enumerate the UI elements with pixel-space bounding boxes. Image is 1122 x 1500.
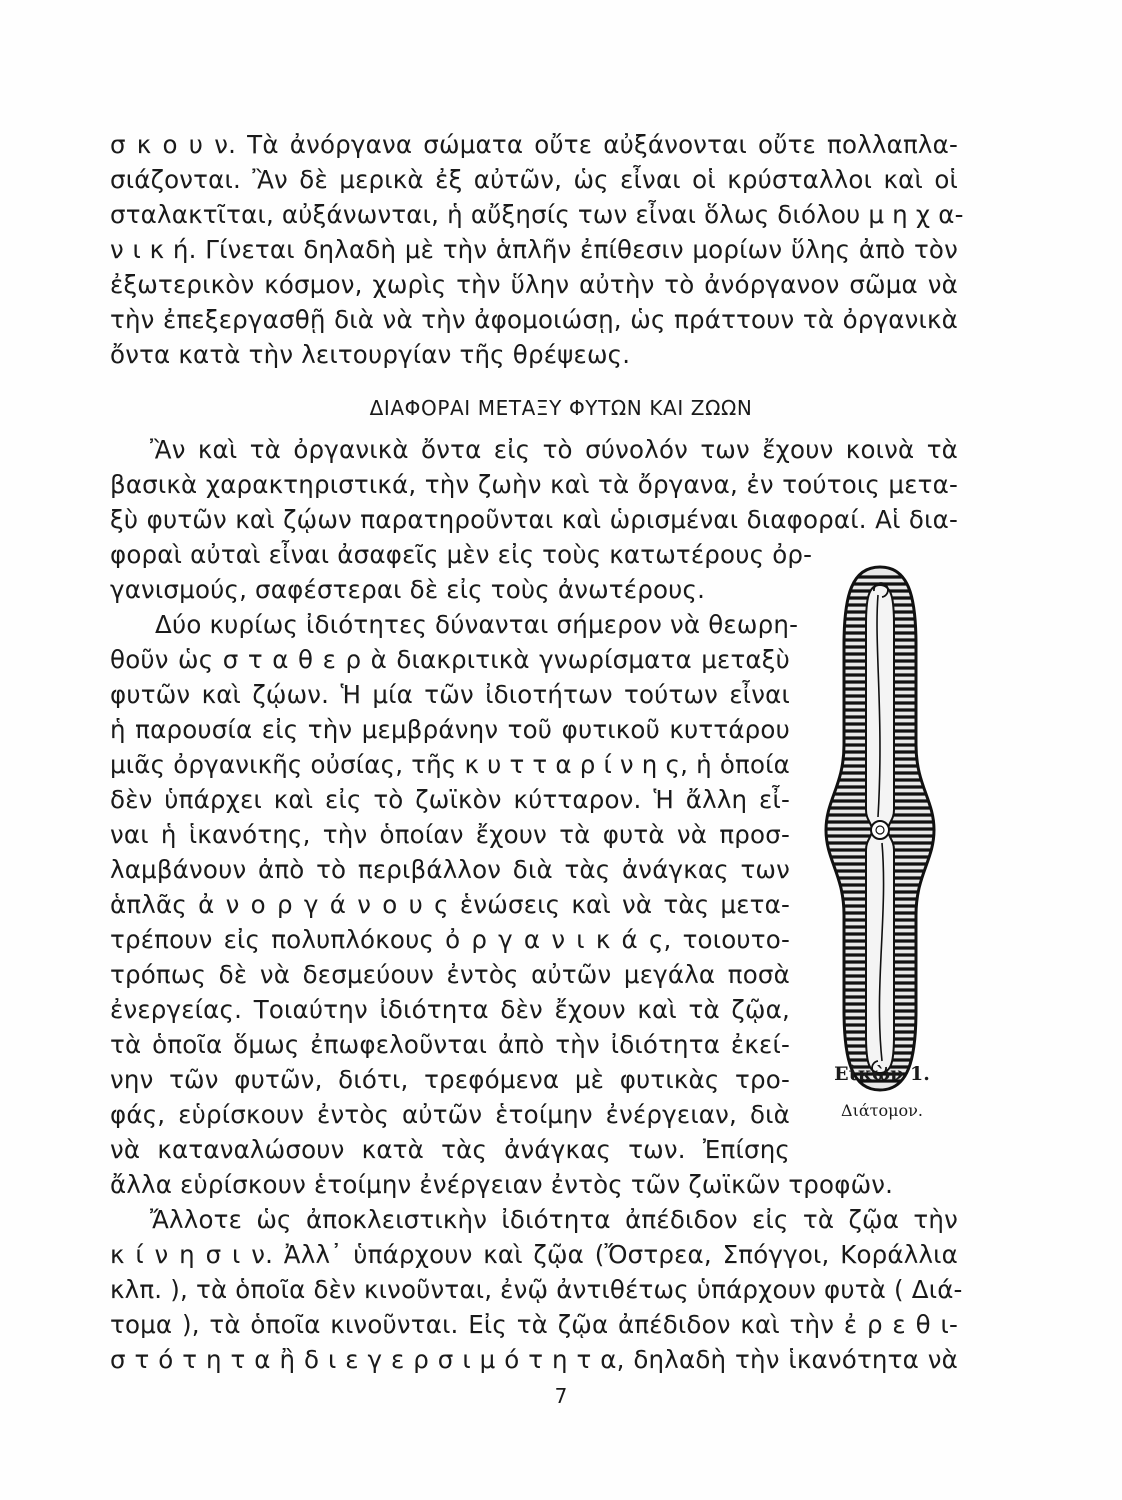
text-line: φοραὶ αὐταὶ εἶναι ἀσαφεῖς μὲν εἰς τοὺς κατωτέρους ὀρ- [110, 540, 813, 569]
text-line: φυτῶν καὶ ζῴων. Ἡ μία τῶν ἰδιοτήτων τούτων εἶναι [110, 680, 790, 709]
text-line: ἐνεργείας. Τοιαύτην ἰδιότητα δὲν ἔχουν καὶ τὰ ζῷα, [110, 995, 790, 1024]
figure-caption: Διάτομον. [841, 1101, 923, 1120]
text-line: τὴν ἐπεξεργασθῇ διὰ νὰ τὴν ἀφομοιώσῃ, ὡς πράττουν τὰ ὀργανικὰ [110, 305, 958, 334]
text-line: Ἄλλοτε ὡς ἀποκλειστικὴν ἰδιότητα ἀπέδιδον εἰς τὰ ζῷα τὴν [150, 1205, 958, 1234]
text-line: λαμβάνουν ἀπὸ τὸ περιβάλλον διὰ τὰς ἀνάγκας των [110, 855, 790, 884]
text-line: νην τῶν φυτῶν, διότι, τρεφόμενα μὲ φυτικὰς τρο- [110, 1065, 790, 1094]
text-line: ξὺ φυτῶν καὶ ζῴων παρατηροῦνται καὶ ὡρισμέναι διαφοραί. Αἱ δια- [110, 505, 958, 534]
page-number: 7 [554, 1384, 568, 1408]
text-line: Ἂν καὶ τὰ ὀργανικὰ ὄντα εἰς τὸ σύνολόν των ἔχουν κοινὰ τὰ [150, 435, 958, 464]
text-line: ἡ παρουσία εἰς τὴν μεμβράνην τοῦ φυτικοῦ κυττάρου [110, 715, 790, 744]
figure-title: Εἰκὼν 1. [834, 1063, 930, 1085]
text-line: μιᾶς ὀργανικῆς οὐσίας, τῆς κ υ τ τ α ρ ί ν η ς, ἡ ὁποία [110, 750, 790, 779]
text-line: σιάζονται. Ἂν δὲ μερικὰ ἐξ αὐτῶν, ὡς εἶναι οἱ κρύσταλλοι καὶ οἱ [110, 165, 958, 194]
text-line: γανισμούς, σαφέστεραι δὲ εἰς τοὺς ἀνωτέρους. [110, 575, 706, 604]
text-line: Δύο κυρίως ἰδιότητες δύνανται σήμερον νὰ θεωρη- [155, 610, 799, 639]
section-heading: ΔΙΑΦΟΡΑΙ ΜΕΤΑΞΥ ΦΥΤΩΝ ΚΑΙ ΖΩΩΝ [369, 396, 753, 420]
text-line: τομα ), τὰ ὁποῖα κινοῦνται. Εἰς τὰ ζῷα ἀπέδιδον καὶ τὴν ἐ ρ ε θ ι- [110, 1310, 958, 1339]
text-line: ἄλλα εὑρίσκουν ἑτοίμην ἐνέργειαν ἐντὸς τῶν ζωϊκῶν τροφῶν. [110, 1170, 894, 1199]
text-line: κλπ. ), τὰ ὁποῖα δὲν κινοῦνται, ἐνῷ ἀντιθέτως ὑπάρχουν φυτὰ ( Διά- [110, 1275, 963, 1304]
text-line: ν ι κ ή. Γίνεται δηλαδὴ μὲ τὴν ἁπλῆν ἐπίθεσιν μορίων ὕλης ἀπὸ τὸν [110, 235, 958, 264]
text-line: σταλακτῖται, αὐξάνωνται, ἡ αὔξησίς των εἶναι ὅλως διόλου μ η χ α- [110, 200, 964, 229]
text-line: ἐξωτερικὸν κόσμον, χωρὶς τὴν ὕλην αὐτὴν τὸ ἀνόργανον σῶμα νὰ [110, 270, 958, 299]
text-line: σ τ ό τ η τ α ἢ δ ι ε γ ε ρ σ ι μ ό τ η τ α, δηλαδὴ τὴν ἱκανότητα νὰ [110, 1345, 958, 1374]
text-line: ἁπλᾶς ἀ ν ο ρ γ ά ν ο υ ς ἑνώσεις καὶ νὰ τὰς μετα- [110, 890, 790, 919]
text-line: κ ί ν η σ ι ν. Ἀλλ᾿ ὑπάρχουν καὶ ζῷα (Ὄστρεα, Σπόγγοι, Κοράλλια [110, 1240, 958, 1269]
text-line: τρέπουν εἰς πολυπλόκους ὀ ρ γ α ν ι κ ά ς, τοιουτο- [110, 925, 790, 954]
text-line: βασικὰ χαρακτηριστικά, τὴν ζωὴν καὶ τὰ ὄργανα, ἐν τούτοις μετα- [110, 470, 958, 499]
text-line: σ κ ο υ ν. Τὰ ἀνόργανα σώματα οὔτε αὐξάνονται οὔτε πολλαπλα- [110, 130, 958, 159]
text-line: τὰ ὁποῖα ὅμως ἐπωφελοῦνται ἀπὸ τὴν ἰδιότητα ἐκεί- [110, 1030, 790, 1059]
text-line: τρόπως δὲ νὰ δεσμεύουν ἐντὸς αὐτῶν μεγάλα ποσὰ [110, 960, 790, 989]
text-line: φάς, εὑρίσκουν ἐντὸς αὐτῶν ἑτοίμην ἐνέργειαν, διὰ [110, 1100, 790, 1129]
text-line: ναι ἡ ἱκανότης, τὴν ὁποίαν ἔχουν τὰ φυτὰ νὰ προσ- [110, 820, 790, 849]
text-line: νὰ καταναλώσουν κατὰ τὰς ἀνάγκας των. Ἐπίσης [110, 1135, 790, 1164]
text-line: ὄντα κατὰ τὴν λειτουργίαν τῆς θρέψεως. [110, 340, 631, 369]
text-line: θοῦν ὡς σ τ α θ ε ρ ὰ διακριτικὰ γνωρίσματα μεταξὺ [110, 645, 790, 674]
diatom-illustration-icon [812, 555, 948, 1115]
text-line: δὲν ὑπάρχει καὶ εἰς τὸ ζωϊκὸν κύτταρον. Ἡ ἄλλη εἶ- [110, 785, 790, 814]
